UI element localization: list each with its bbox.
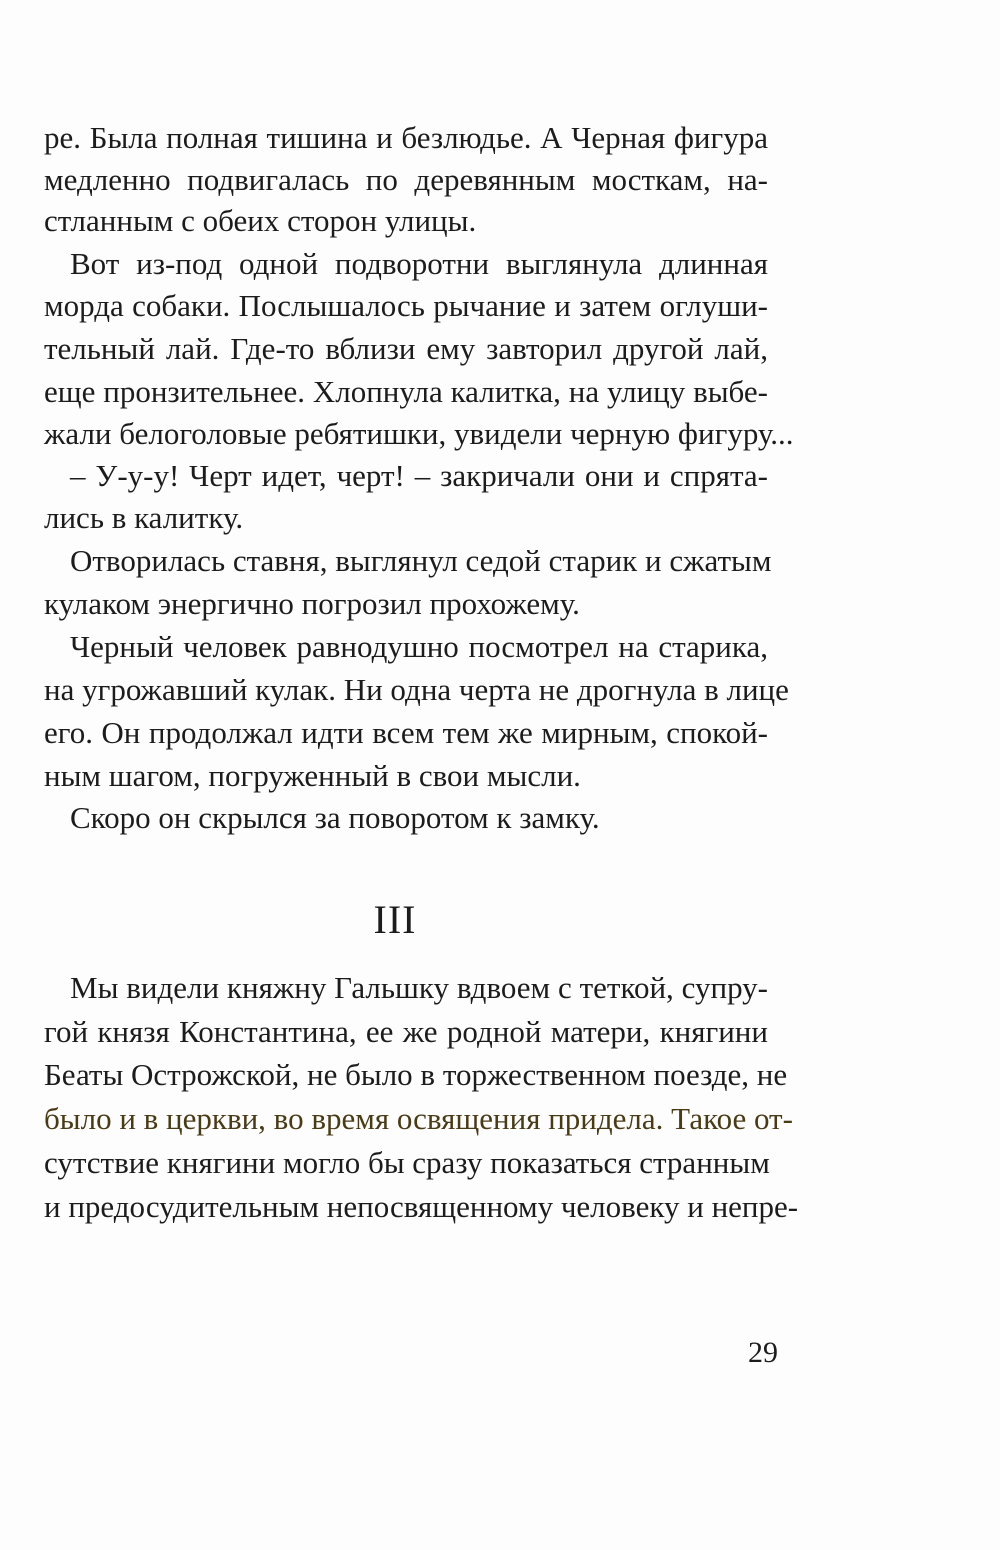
page-number: 29	[748, 1336, 778, 1369]
text-line: и предосудительным непосвященному человеку и непре-	[44, 1189, 799, 1224]
chapter-heading: III	[373, 897, 417, 942]
text-line: ре. Была полная тишина и безлюдье. А Черная фигура	[44, 120, 768, 155]
text-line: Вот из-под одной подворотни выглянула длинная	[70, 246, 768, 281]
text-line: лись в калитку.	[44, 500, 244, 535]
text-line: кулаком энергично погрозил прохожему.	[44, 586, 580, 621]
text-line: Беаты Острожской, не было в торжественном поезде, не	[44, 1057, 788, 1092]
text-line: Черный человек равнодушно посмотрел на старика,	[70, 629, 768, 664]
text-line: еще пронзительнее. Хлопнула калитка, на улицу выбе-	[44, 374, 768, 409]
text-line: сутствие княгини могло бы сразу показаться странным	[44, 1145, 770, 1180]
text-line: – У-у-у! Черт идет, черт! – закричали они и спрята-	[70, 458, 768, 493]
text-line: было и в церкви, во время освящения придела. Такое от-	[44, 1101, 793, 1136]
text-line: стланным с обеих сторон улицы.	[44, 203, 477, 238]
text-line: морда собаки. Послышалось рычание и затем оглуши-	[44, 288, 768, 323]
text-line: гой князя Константина, ее же родной матери, княгини	[44, 1014, 768, 1049]
text-line: ным шагом, погруженный в свои мысли.	[44, 758, 581, 793]
text-line: медленно подвигалась по деревянным мосткам, на-	[44, 162, 768, 197]
text-line: тельный лай. Где-то вблизи ему завторил другой лай,	[44, 331, 768, 366]
text-line: Отворилась ставня, выглянул седой старик и сжатым	[70, 543, 772, 578]
text-line: Мы видели княжну Гальшку вдвоем с теткой, супру-	[70, 970, 768, 1005]
text-line: на угрожавший кулак. Ни одна черта не дрогнула в лице	[44, 672, 789, 707]
text-line: его. Он продолжал идти всем тем же мирным, спокой-	[44, 715, 768, 750]
text-line: Скоро он скрылся за поворотом к замку.	[70, 800, 600, 835]
text-line: жали белоголовые ребятишки, увидели черную фигуру...	[44, 416, 794, 451]
